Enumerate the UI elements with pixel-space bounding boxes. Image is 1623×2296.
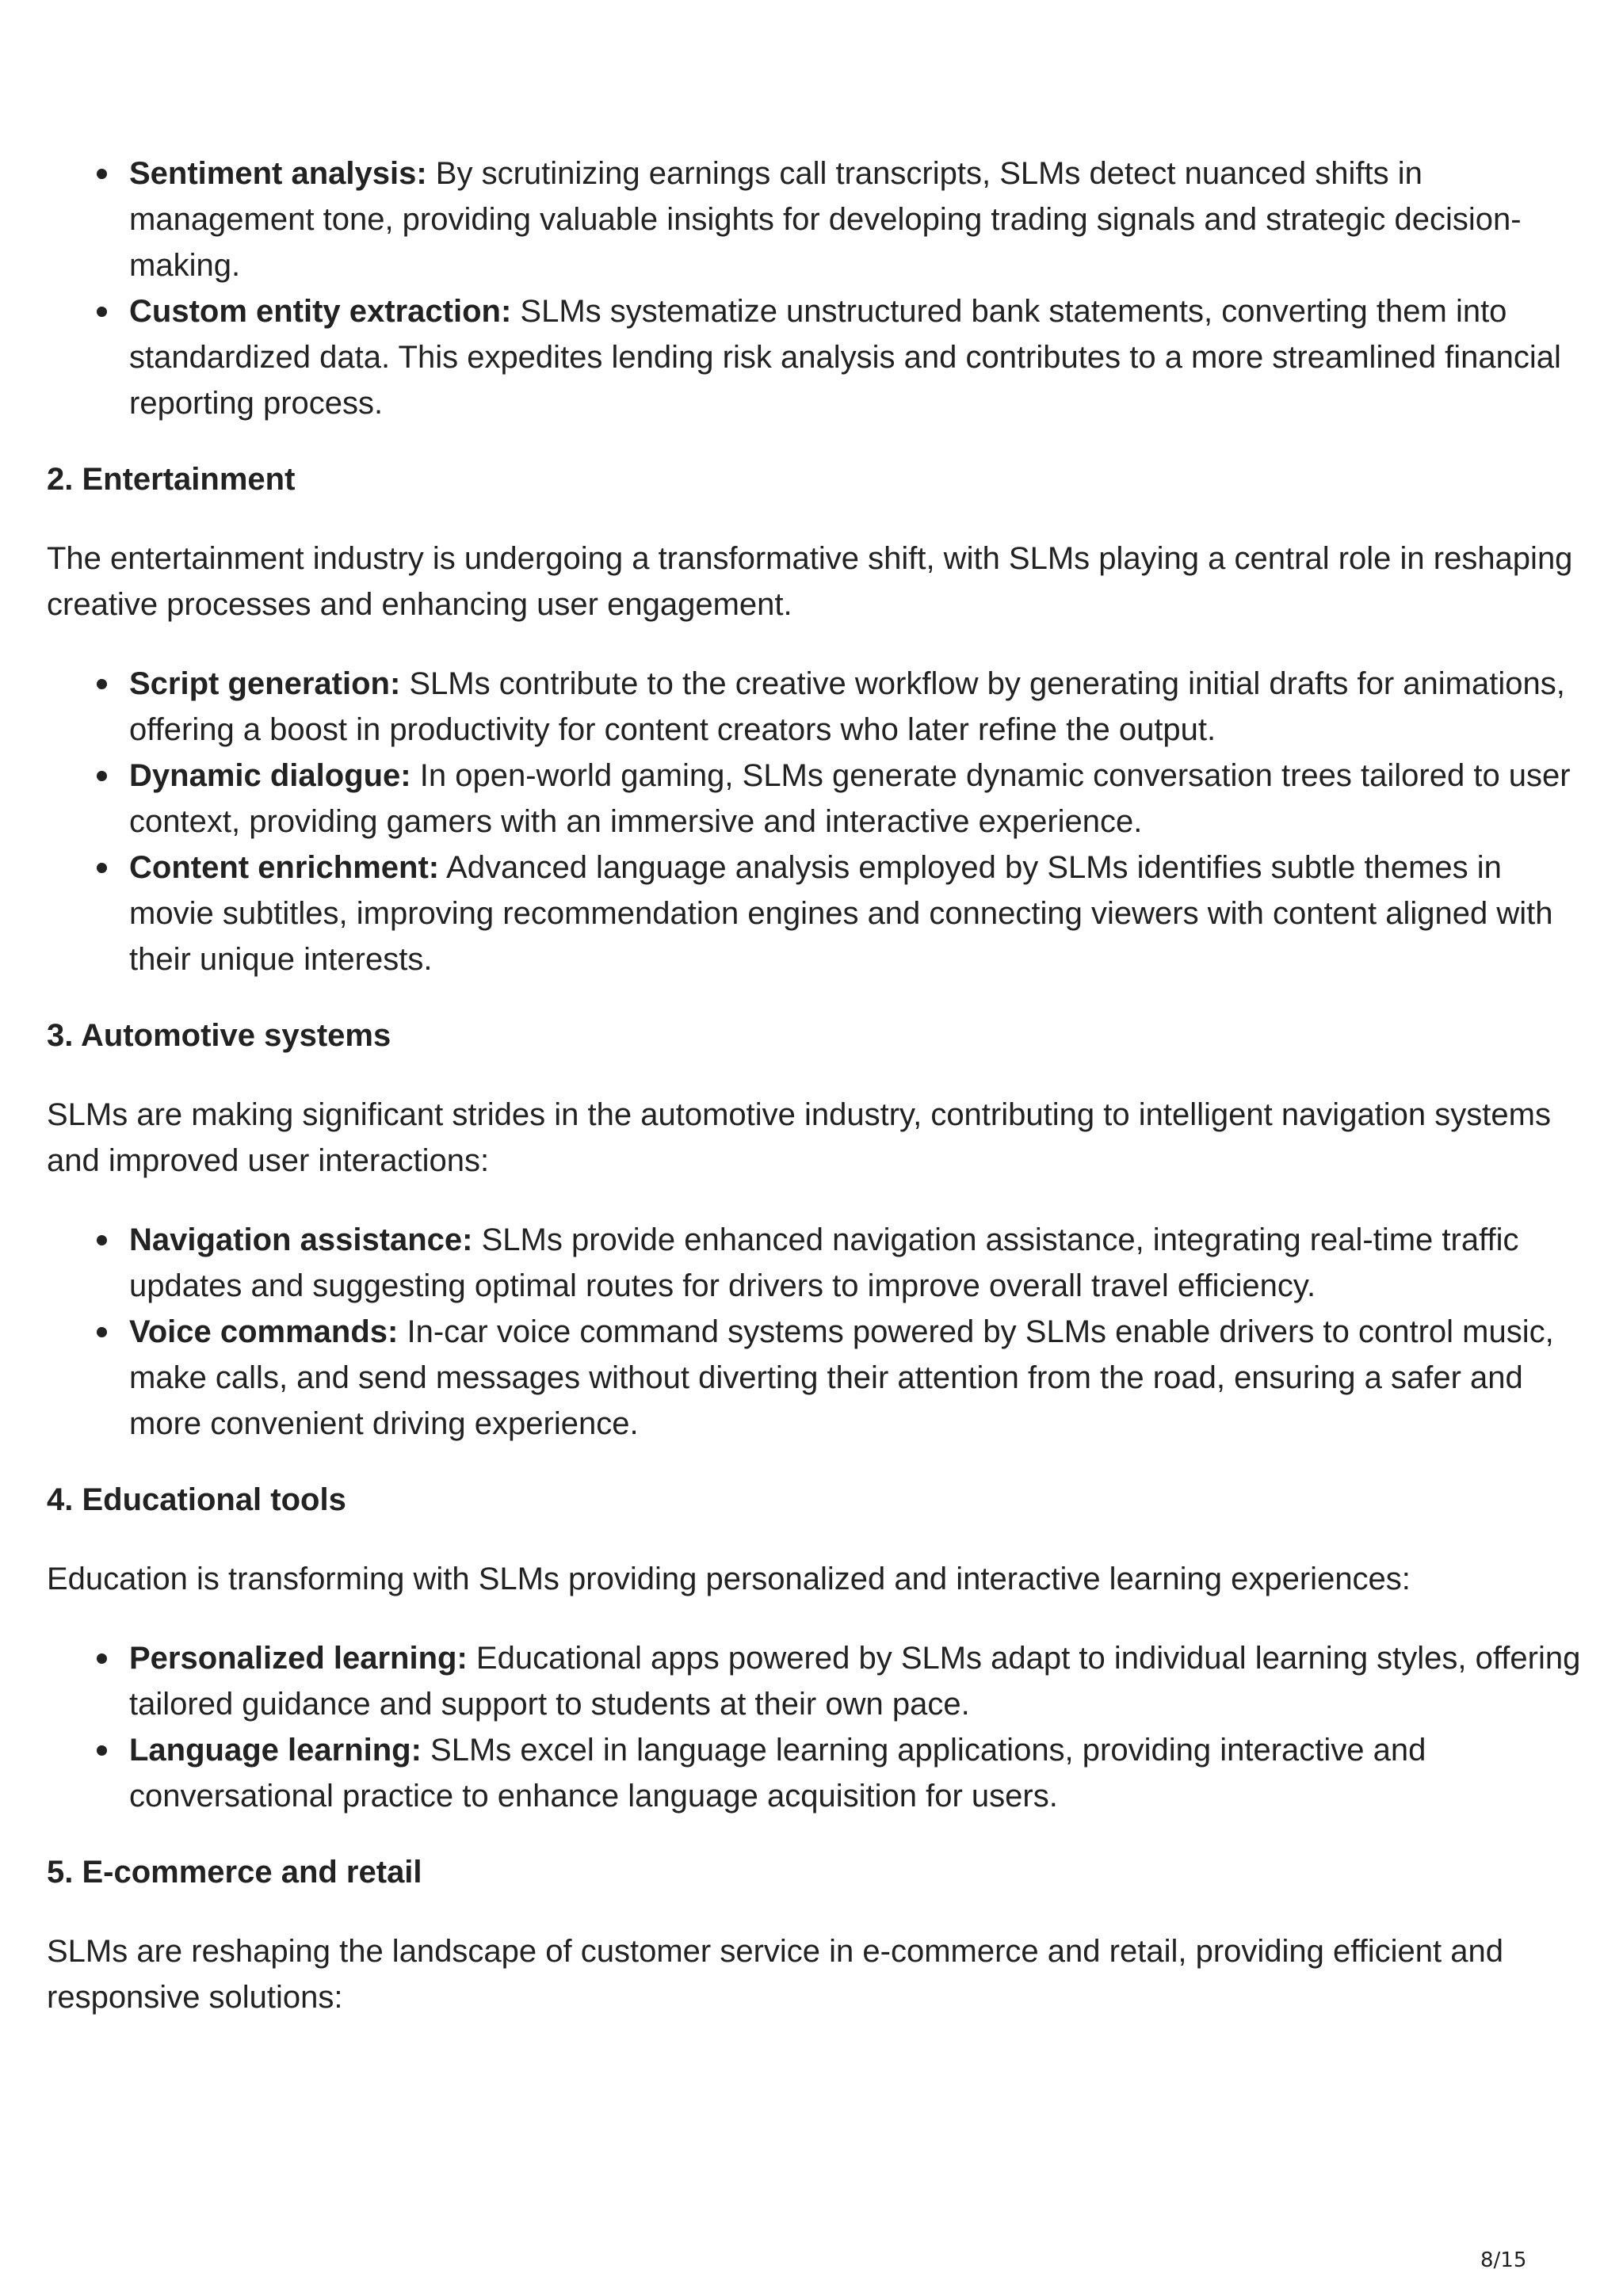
bullet-text: SLMs systematize unstructured bank statements, converting them into standardized data. This expedites lending risk analysis and contributes to a more streamlined financial reporting process.: [129, 294, 1561, 421]
document-page: [47, 151, 1584, 2020]
list-item: [47, 1635, 1584, 1727]
section-intro-ecommerce: SLMs are reshaping the landscape of customer service in e-commerce and retail, providing efficient and responsive solutions:: [47, 1934, 1503, 2015]
section-heading-automotive: 3. Automotive systems: [47, 1018, 391, 1053]
entertainment-bullet-list: [47, 661, 1584, 982]
section-heading-ecommerce: 5. E-commerce and retail: [47, 1855, 422, 1890]
section-intro-entertainment: The entertainment industry is undergoing a transformative shift, with SLMs playing a central role in reshaping creative processes and enhancing user engagement.: [47, 541, 1573, 622]
bullet-term: Sentiment analysis:: [129, 156, 427, 191]
bullet-term: Personalized learning:: [129, 1641, 468, 1676]
bullet-text: By scrutinizing earnings call transcripts, SLMs detect nuanced shifts in management tone, providing valuable insights for developing trading signals and strategic decision-making.: [129, 156, 1522, 283]
intro-bullet-list: [47, 151, 1584, 426]
bullet-term: Language learning:: [129, 1733, 422, 1768]
bullet-term: Navigation assistance:: [129, 1222, 473, 1257]
automotive-bullet-list: [47, 1217, 1584, 1447]
page-number: 8/15: [1480, 2248, 1527, 2272]
bullet-text: SLMs contribute to the creative workflow by generating initial drafts for animations, offering a boost in productivity for content creators who later refine the output.: [129, 666, 1565, 747]
list-item: [47, 845, 1584, 982]
list-item: [47, 1309, 1584, 1447]
section-intro-automotive: SLMs are making significant strides in the automotive industry, contributing to intelligent navigation systems and improved user interactions:: [47, 1097, 1551, 1178]
bullet-text: In-car voice command systems powered by SLMs enable drivers to control music, make calls, and send messages without diverting their attention from the road, ensuring a safer and more convenient driving experience.: [129, 1314, 1554, 1441]
bullet-text: Educational apps powered by SLMs adapt to individual learning styles, offering tailored guidance and support to students at their own pace.: [129, 1641, 1581, 1722]
bullet-term: Custom entity extraction:: [129, 294, 512, 329]
list-item: [47, 151, 1584, 288]
bullet-text: In open-world gaming, SLMs generate dynamic conversation trees tailored to user context, providing gamers with an immersive and interactive experience.: [129, 758, 1571, 839]
section-heading-entertainment: 2. Entertainment: [47, 462, 296, 497]
section-heading-educational: 4. Educational tools: [47, 1482, 346, 1517]
bullet-term: Dynamic dialogue:: [129, 758, 411, 793]
educational-bullet-list: [47, 1635, 1584, 1819]
bullet-text: SLMs provide enhanced navigation assistance, integrating real-time traffic updates and suggesting optimal routes for drivers to improve overall travel efficiency.: [129, 1222, 1519, 1303]
section-intro-educational: Education is transforming with SLMs providing personalized and interactive learning experiences:: [47, 1562, 1411, 1596]
list-item: [47, 753, 1584, 845]
bullet-term: Script generation:: [129, 666, 401, 701]
bullet-term: Voice commands:: [129, 1314, 399, 1349]
bullet-term: Content enrichment:: [129, 850, 440, 885]
list-item: [47, 288, 1584, 426]
bullet-text: Advanced language analysis employed by SLMs identifies subtle themes in movie subtitles, improving recommendation engines and connecting viewers with content aligned with their unique interests.: [129, 850, 1553, 977]
list-item: [47, 1217, 1584, 1309]
list-item: [47, 661, 1584, 753]
bullet-text: SLMs excel in language learning applications, providing interactive and conversational practice to enhance language acquisition for users.: [129, 1733, 1426, 1814]
list-item: [47, 1727, 1584, 1819]
